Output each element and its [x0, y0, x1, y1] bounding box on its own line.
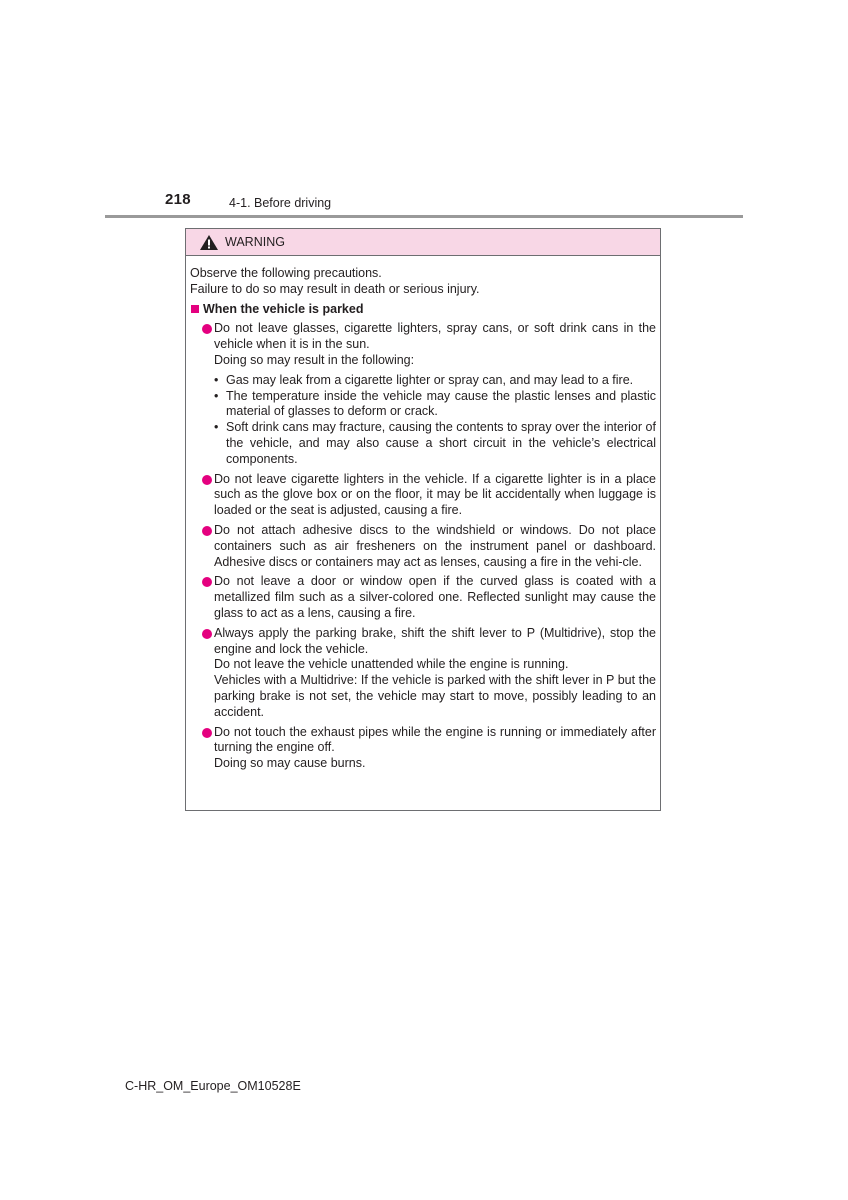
circle-bullet-icon — [202, 475, 212, 485]
intro-line: Failure to do so may result in death or serious injury. — [190, 281, 480, 296]
warning-body — [186, 256, 660, 772]
page-number: 218 — [165, 191, 191, 208]
warning-item — [190, 523, 656, 570]
warning-item — [190, 472, 656, 519]
circle-bullet-icon — [202, 728, 212, 738]
warning-item — [190, 626, 656, 721]
warning-box — [185, 228, 661, 811]
item-text: Vehicles with a Multidrive: If the vehicle is parked with the shift lever in P but the parking brake is not set, the vehicle may start to move, possibly leading to an accident. — [214, 673, 656, 719]
sub-bullet-icon: • — [214, 420, 219, 435]
intro-line: Observe the following precautions. — [190, 266, 382, 280]
item-text: Do not attach adhesive discs to the windshield or windows. Do not place containers such as air fresheners on the instrument panel or dashboard. Adhesive discs or containers may act as lenses, causing a fire in the vehi-cle. — [214, 522, 656, 569]
sub-bullet-icon: • — [214, 372, 219, 387]
header-rule — [105, 215, 743, 218]
sub-item-text: Soft drink cans may fracture, causing the contents to spray over the interior of the vehicle, and may also cause a short circuit in the vehicle’s electrical components. — [226, 420, 656, 466]
sub-item-text: Gas may leak from a cigarette lighter or spray can, and may lead to a fire. — [226, 372, 634, 387]
section-label: 4-1. Before driving — [229, 196, 332, 210]
warning-header — [186, 229, 660, 256]
section-heading-text: When the vehicle is parked — [203, 301, 364, 316]
square-bullet-icon — [191, 305, 199, 313]
circle-bullet-icon — [202, 629, 212, 639]
item-text: Doing so may cause burns. — [214, 756, 366, 771]
warning-triangle-icon — [199, 234, 219, 251]
warning-item — [190, 725, 656, 772]
sub-bullet-icon: • — [214, 388, 219, 403]
sub-item — [214, 373, 656, 389]
item-text: Doing so may result in the following: — [214, 352, 415, 367]
item-text: Do not touch the exhaust pipes while the engine is running or immediately after turning the engine off. — [214, 724, 656, 755]
circle-bullet-icon — [202, 526, 212, 536]
sub-list — [214, 373, 656, 468]
warning-item — [190, 574, 656, 621]
warning-title: WARNING — [225, 235, 285, 249]
warning-item — [190, 321, 656, 467]
section-heading — [190, 302, 656, 318]
item-text: Do not leave glasses, cigarette lighters, spray cans, or soft drink cans in the vehicle when it is in the sun. — [214, 321, 656, 352]
item-text: Do not leave a door or window open if the curved glass is coated with a metallized film such as a silver-colored one. Reflected sunlight may cause the glass to act as a lens, causing a fire. — [214, 574, 656, 620]
circle-bullet-icon — [202, 577, 212, 587]
circle-bullet-icon — [202, 324, 212, 334]
item-text: Do not leave cigarette lighters in the vehicle. If a cigarette lighter is in a place such as the glove box or on the floor, it may be lit accidentally when luggage is loaded or the seat is adjusted, causing a fire. — [214, 471, 656, 518]
sub-item — [214, 389, 656, 421]
document-code: C-HR_OM_Europe_OM10528E — [125, 1079, 301, 1093]
sub-item-text: The temperature inside the vehicle may cause the plastic lenses and plastic material of glasses to deform or crack. — [226, 388, 656, 419]
sub-item — [214, 420, 656, 467]
item-text: Always apply the parking brake, shift the shift lever to P (Multidrive), stop the engine and lock the vehicle. — [214, 625, 656, 656]
item-text: Do not leave the vehicle unattended while the engine is running. — [214, 657, 569, 672]
